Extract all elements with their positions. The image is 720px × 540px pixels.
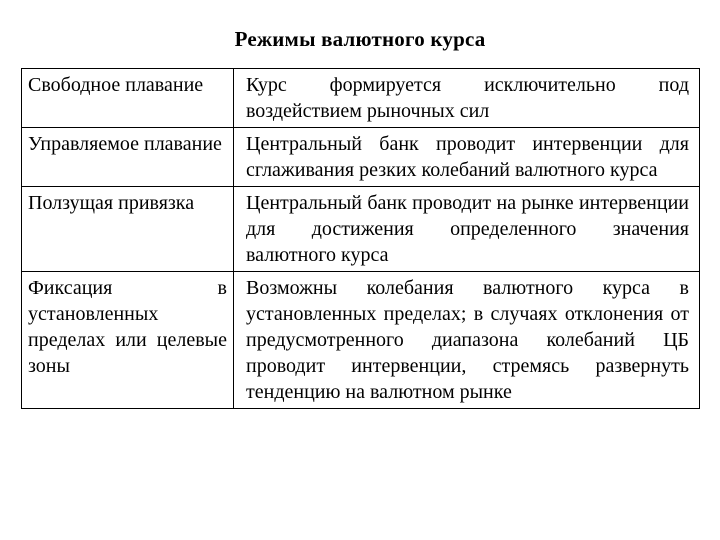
regime-description-cell: Центральный банк проводит на рынке интервенции для достижения определенного значения валютного курса (234, 187, 700, 272)
regime-name-cell: Свободное плавание (22, 69, 234, 128)
regime-name-cell: Фиксация в установленных пределах или целевые зоны (22, 272, 234, 409)
table-row (22, 128, 700, 187)
regime-description-cell: Курс формируется исключительно под воздействием рыночных сил (234, 69, 700, 128)
table-row (22, 69, 700, 128)
regime-description-cell: Возможны колебания валютного курса в установленных пределах; в случаях отклонения от предусмотренного диапазона колебаний ЦБ проводит интервенции, стремясь развернуть тенденцию на валютном рынке (234, 272, 700, 409)
page-title: Режимы валютного курса (234, 27, 486, 51)
exchange-rate-regimes-table (21, 68, 700, 409)
regime-name-cell: Ползущая привязка (22, 187, 234, 272)
table-row (22, 272, 700, 409)
regime-name-cell: Управляемое плавание (22, 128, 234, 187)
table-row (22, 187, 700, 272)
regime-description-cell: Центральный банк проводит интервенции для сглаживания резких колебаний валютного курса (234, 128, 700, 187)
